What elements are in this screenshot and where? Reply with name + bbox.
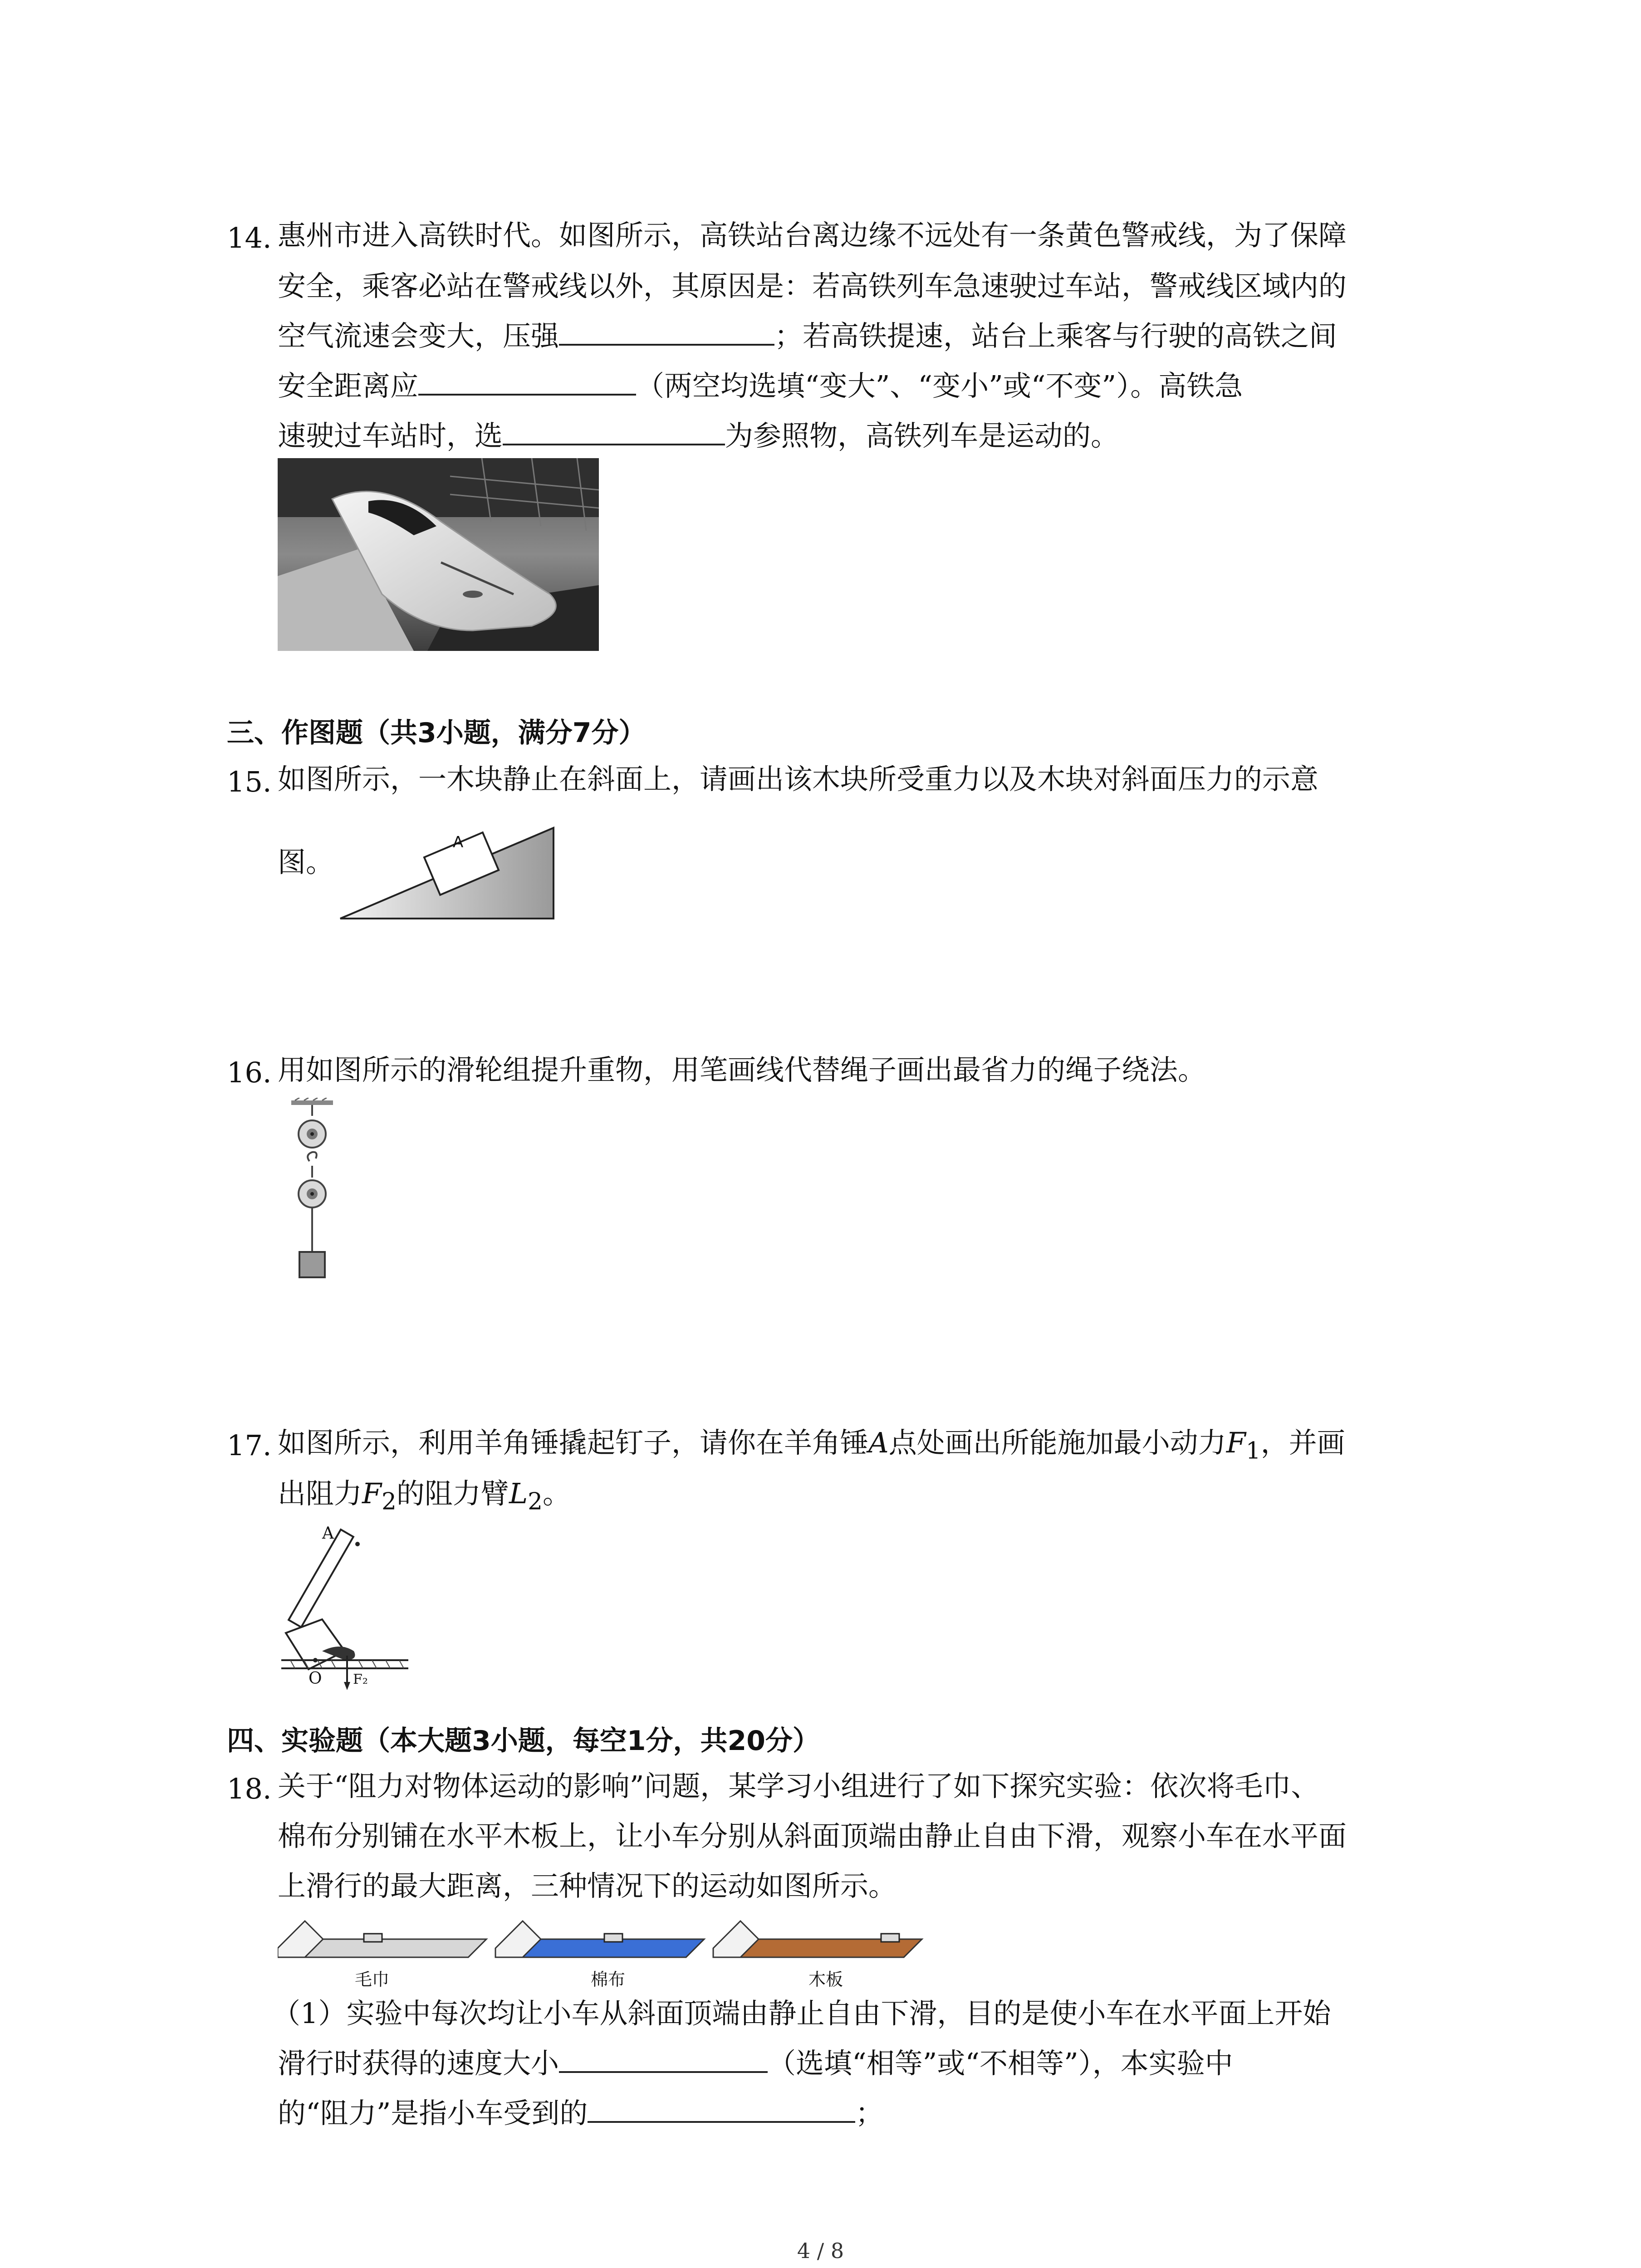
- q18-line1: 关于“阻力对物体运动的影响”问题，某学习小组进行了如下探究实验：依次将毛巾、: [278, 1769, 1319, 1803]
- q17-line2-b: 的阻力臂: [396, 1477, 509, 1510]
- q17-number: 17.: [227, 1429, 272, 1462]
- q17-line2: [278, 1477, 571, 1515]
- q17-f1-subscript: 1: [1245, 1437, 1261, 1465]
- q18-part1-line3-b: ；: [855, 2097, 884, 2130]
- q17-l2-symbol: L: [509, 1477, 528, 1510]
- surface-cotton: [495, 1921, 704, 1957]
- q18-blank-resistance[interactable]: [588, 2116, 855, 2123]
- q14-line2: 安全，乘客必站在警戒线以外，其原因是：若高铁列车急速驶过车站，警戒线区域内的: [278, 269, 1347, 303]
- q18-line3: 上滑行的最大距离，三种情况下的运动如图所示。: [278, 1869, 897, 1902]
- q17-line1-a: 如图所示，利用羊角锤撬起钉子，请你在羊角锤: [278, 1426, 869, 1459]
- q14-blank-reference[interactable]: [503, 439, 725, 445]
- q18-part1-line2: [278, 2047, 1233, 2080]
- claw-hammer-figure: [277, 1524, 413, 1692]
- block-label-a: A: [453, 833, 464, 851]
- surface-wood: [713, 1921, 922, 1957]
- q14-line3-b: ；若高铁提速，站台上乘客与行驶的高铁之间: [774, 319, 1337, 352]
- q14-number: 14.: [227, 221, 272, 254]
- hammer-label-a: A: [322, 1524, 334, 1543]
- high-speed-train-photo: [278, 458, 599, 651]
- q15-line1: 如图所示，一木块静止在斜面上，请画出该木块所受重力以及木块对斜面压力的示意: [278, 763, 1319, 796]
- q17-l2-subscript: 2: [528, 1488, 543, 1515]
- q17-f2-subscript: 2: [382, 1488, 397, 1515]
- q18-part1-line3: [278, 2097, 884, 2130]
- q18-number: 18.: [227, 1772, 272, 1805]
- q18-line2: 棉布分别铺在水平木板上，让小车分别从斜面顶端由静止自由下滑，观察小车在水平面: [278, 1819, 1347, 1853]
- q16-number: 16.: [227, 1056, 272, 1089]
- pulley-system-figure: [286, 1098, 340, 1288]
- q14-line3: [278, 319, 1337, 352]
- q18-part1-line1: （1）实验中每次均让小车从斜面顶端由静止自由下滑，目的是使小车在水平面上开始: [272, 1997, 1331, 2030]
- incline-block-figure: [336, 803, 563, 925]
- q14-line4-b: （两空均选填“变大”、“变小”或“不变”）。高铁急: [636, 369, 1243, 402]
- q16-line1: 用如图所示的滑轮组提升重物，用笔画线代替绳子画出最省力的绳子绕法。: [278, 1053, 1206, 1086]
- q14-line1: 惠州市进入高铁时代。如图所示，高铁站台离边缘不远处有一条黄色警戒线，为了保障: [278, 219, 1347, 252]
- q15-line2: 图。: [278, 846, 334, 879]
- q17-line2-a: 出阻力: [278, 1477, 362, 1510]
- section-3-heading: 三、作图题（共3小题，满分7分）: [227, 717, 646, 749]
- q14-blank-distance[interactable]: [418, 389, 636, 396]
- surface-label-cotton: 棉布: [591, 1970, 626, 1989]
- three-surfaces-figure: [278, 1912, 931, 1989]
- hammer-label-f2: F₂: [353, 1672, 368, 1687]
- q17-point-a: A: [868, 1426, 889, 1459]
- q14-line4: [278, 369, 1243, 402]
- q18-part1-line3-a: 的“阻力”是指小车受到的: [278, 2097, 588, 2130]
- q17-f1-symbol: F: [1226, 1426, 1246, 1459]
- surface-towel: [278, 1921, 486, 1957]
- q14-line4-a: 安全距离应: [278, 369, 419, 402]
- q18-part1-line2-b: （选填“相等”或“不相等”），本实验中: [768, 2047, 1233, 2080]
- q15-number: 15.: [227, 765, 272, 798]
- q17-line1-b: 点处画出所能施加最小动力: [888, 1426, 1226, 1459]
- q18-blank-speed[interactable]: [559, 2067, 768, 2073]
- q14-line3-a: 空气流速会变大，压强: [278, 319, 559, 352]
- hammer-label-o: O: [309, 1669, 322, 1688]
- surface-label-wood: 木板: [808, 1970, 843, 1989]
- q14-line5: [278, 419, 1119, 452]
- q18-part1-line2-a: 滑行时获得的速度大小: [278, 2047, 559, 2080]
- page-number: 4 / 8: [797, 2239, 844, 2263]
- q17-line1: [278, 1426, 1345, 1465]
- q14-line5-a: 速驶过车站时，选: [278, 419, 503, 452]
- q17-line2-c: 。: [542, 1477, 571, 1510]
- q14-blank-pressure[interactable]: [559, 339, 774, 346]
- q14-line5-b: 为参照物，高铁列车是运动的。: [725, 419, 1119, 452]
- q17-line1-c: ，并画: [1260, 1426, 1345, 1459]
- surface-label-towel: 毛巾: [355, 1970, 390, 1989]
- q17-f2-symbol: F: [362, 1477, 382, 1510]
- section-4-heading: 四、实验题（本大题3小题，每空1分，共20分）: [227, 1725, 820, 1757]
